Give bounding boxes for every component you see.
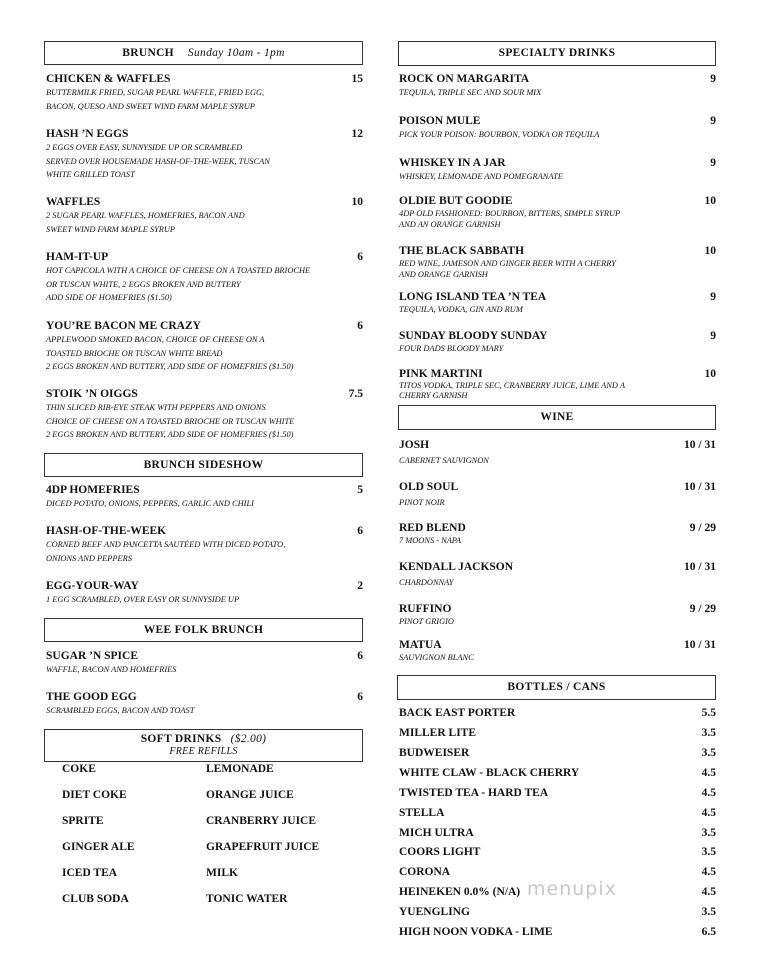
item-desc: SAUVIGNON BLANC — [399, 653, 474, 662]
item-desc: PINOT NOIR — [399, 498, 445, 507]
beer-price: 3.5 — [701, 906, 716, 918]
menu-item — [46, 579, 239, 607]
bottles-header — [397, 675, 716, 700]
item-name: KENDALL JACKSON — [399, 561, 514, 573]
item-name: ROCK ON MARGARITA — [399, 73, 530, 85]
item-desc: SCRAMBLED EGGS, BACON AND TOAST — [46, 706, 195, 715]
item-desc: RED WINE, JAMESON AND GINGER BEER WITH A CHERRY — [399, 259, 616, 268]
item-desc: OR TUSCAN WHITE, 2 EGGS BROKEN AND BUTTERY — [46, 279, 241, 289]
item-desc: 2 SUGAR PEARL WAFFLES, HOMEFRIES, BACON AND — [46, 211, 245, 220]
beer-name: STELLA — [399, 807, 445, 819]
item-price: 15 — [351, 73, 363, 85]
wine-header — [398, 405, 716, 430]
menu-item — [46, 72, 264, 113]
soft-drink: LEMONADE — [206, 763, 274, 775]
item-name: EGG-YOUR-WAY — [46, 580, 139, 592]
menu-item — [399, 367, 625, 401]
item-price: 10 — [704, 245, 716, 257]
item-name: LONG ISLAND TEA ’N TEA — [399, 291, 547, 303]
item-desc: SWEET WIND FARM MAPLE SYRUP — [46, 224, 176, 234]
soft-drink: ICED TEA — [62, 867, 118, 879]
soft-drinks-title: SOFT DRINKS — [140, 733, 222, 745]
item-desc: DICED POTATO, ONIONS, PEPPERS, GARLIC AND CHILI — [46, 499, 254, 508]
menu-item — [399, 194, 620, 230]
item-desc: CHARDONNAY — [399, 578, 454, 587]
soft-drink: GRAPEFRUIT JUICE — [206, 841, 320, 853]
soft-drinks-header — [44, 729, 363, 762]
soft-drink: CLUB SODA — [62, 893, 129, 905]
item-desc: WHITE GRILLED TOAST — [46, 170, 135, 179]
item-desc: PINOT GRIGIO — [399, 617, 454, 626]
item-name: RUFFINO — [399, 603, 452, 615]
menu-item — [399, 329, 547, 354]
menupix-watermark: menupix — [527, 878, 617, 900]
item-price: 6 — [357, 525, 363, 537]
menu-item — [46, 387, 294, 442]
item-desc: WHISKEY, LEMONADE AND POMEGRANATE — [399, 172, 563, 181]
sideshow-title: BRUNCH SIDESHOW — [143, 459, 264, 471]
beer-price: 4.5 — [701, 886, 716, 898]
item-name: POISON MULE — [399, 115, 481, 127]
menu-item — [46, 649, 176, 677]
beer-name: HEINEKEN 0.0% (N/A) — [399, 886, 521, 898]
item-desc: AND ORANGE GARNISH — [399, 270, 488, 279]
beer-price: 4.5 — [701, 866, 716, 878]
item-desc: ADD SIDE OF HOMEFRIES ($1.50) — [46, 293, 172, 302]
item-price: 10 — [351, 196, 363, 208]
item-desc: CHERRY GARNISH — [399, 391, 468, 400]
beer-name: COORS LIGHT — [399, 846, 481, 858]
item-name: SUGAR ’N SPICE — [46, 650, 139, 662]
brunch-hours: Sunday 10am - 1pm — [187, 47, 285, 59]
item-price: 6 — [357, 320, 363, 332]
item-desc: 2 EGGS BROKEN AND BUTTERY, ADD SIDE OF HOMEFRIES ($1.50) — [46, 362, 294, 371]
item-price: 10 / 31 — [684, 439, 716, 451]
item-name: HASH ’N EGGS — [46, 128, 129, 140]
item-price: 7.5 — [348, 388, 363, 400]
menu-item — [399, 638, 474, 663]
item-name: WAFFLES — [46, 196, 101, 208]
item-desc: ONIONS AND PEPPERS — [46, 553, 132, 563]
item-price: 6 — [357, 251, 363, 263]
item-desc: WAFFLE, BACON AND HOMEFRIES — [46, 665, 177, 674]
item-name: THE GOOD EGG — [46, 691, 137, 703]
menu-item — [399, 560, 513, 590]
specialty-title: SPECIALTY DRINKS — [498, 47, 616, 59]
item-name: CHICKEN & WAFFLES — [46, 73, 171, 85]
item-desc: AND AN ORANGE GARNISH — [399, 220, 501, 229]
menu-item — [399, 480, 458, 510]
wee-folk-header — [44, 618, 363, 642]
soft-drink: SPRITE — [62, 815, 104, 827]
item-price: 12 — [351, 128, 363, 140]
beer-price: 6.5 — [701, 926, 716, 938]
item-name: RED BLEND — [399, 522, 466, 534]
item-desc: 1 EGG SCRAMBLED, OVER EASY OR SUNNYSIDE UP — [46, 595, 240, 604]
menu-item — [46, 127, 270, 182]
item-name: 4DP HOMEFRIES — [46, 484, 140, 496]
beer-price: 3.5 — [701, 827, 716, 839]
soft-drink: DIET COKE — [62, 789, 127, 801]
item-desc: BACON, QUESO AND SWEET WIND FARM MAPLE SYRUP — [46, 101, 255, 111]
item-price: 10 — [704, 368, 716, 380]
specialty-header — [398, 41, 716, 66]
item-desc: THIN SLICED RIB-EYE STEAK WITH PEPPERS AND ONIONS — [46, 403, 266, 412]
brunch-header — [44, 41, 363, 65]
item-desc: CHOICE OF CHEESE ON A TOASTED BRIOCHE OR TUSCAN WHITE — [46, 416, 295, 426]
item-desc: PICK YOUR POISON: BOURBON, VODKA OR TEQUILA — [399, 130, 600, 139]
menu-item — [399, 114, 599, 142]
wee-folk-title: WEE FOLK BRUNCH — [143, 624, 264, 636]
menu-item — [399, 602, 454, 627]
menu-item — [399, 72, 541, 100]
item-price: 10 / 31 — [684, 639, 716, 651]
item-price: 9 — [710, 330, 716, 342]
item-desc: CORNED BEEF AND PANCETTA SAUTÉED WITH DICED POTATO, — [46, 540, 286, 549]
beer-price: 4.5 — [701, 767, 716, 779]
bottles-title: BOTTLES / CANS — [507, 681, 606, 693]
item-desc: 2 EGGS OVER EASY, SUNNYSIDE UP OR SCRAMBLED — [46, 143, 243, 152]
item-desc: BUTTERMILK FRIED, SUGAR PEARL WAFFLE, FRIED EGG, — [46, 88, 265, 97]
beer-name: BUDWEISER — [399, 747, 470, 759]
item-desc: FOUR DADS BLOODY MARY — [399, 344, 504, 353]
item-name: SUNDAY BLOODY SUNDAY — [399, 330, 548, 342]
beer-name: MILLER LITE — [399, 727, 477, 739]
item-desc: SERVED OVER HOUSEMADE HASH-OF-THE-WEEK, TUSCAN — [46, 156, 270, 166]
beer-name: CORONA — [399, 866, 451, 878]
beer-name: WHITE CLAW - BLACK CHERRY — [399, 767, 580, 779]
soft-drink: COKE — [62, 763, 96, 775]
item-name: WHISKEY IN A JAR — [399, 157, 506, 169]
item-name: JOSH — [399, 439, 430, 451]
soft-drink: GINGER ALE — [62, 841, 135, 853]
menu-item — [399, 156, 563, 184]
item-price: 9 — [710, 291, 716, 303]
soft-drink: TONIC WATER — [206, 893, 288, 905]
soft-drink: MILK — [206, 867, 238, 879]
beer-name: HIGH NOON VODKA - LIME — [399, 926, 553, 938]
menu-item — [46, 250, 310, 305]
beer-name: YUENGLING — [399, 906, 470, 918]
item-name: OLDIE BUT GOODIE — [399, 195, 513, 207]
soft-drinks-price: ($2.00) — [230, 733, 267, 745]
brunch-title: BRUNCH — [122, 47, 174, 59]
item-name: THE BLACK SABBATH — [399, 245, 525, 257]
item-price: 9 — [710, 73, 716, 85]
item-desc: 2 EGGS BROKEN AND BUTTERY, ADD SIDE OF HOMEFRIES ($1.50) — [46, 430, 294, 439]
item-price: 10 / 31 — [684, 561, 716, 573]
menu-item — [399, 244, 616, 280]
item-price: 9 — [710, 157, 716, 169]
item-name: YOU’RE BACON ME CRAZY — [46, 320, 201, 332]
beer-name: MICH ULTRA — [399, 827, 474, 839]
beer-price: 3.5 — [701, 727, 716, 739]
menu-item — [46, 319, 293, 374]
sideshow-header — [44, 453, 363, 477]
item-price: 5 — [357, 484, 363, 496]
wine-title: WINE — [540, 411, 574, 423]
menu-item — [46, 195, 245, 236]
beer-price: 3.5 — [701, 846, 716, 858]
soft-drinks-note: FREE REFILLS — [169, 746, 238, 757]
item-desc: 7 MOONS - NAPA — [399, 536, 461, 545]
menu-item — [46, 690, 194, 718]
soft-drink: CRANBERRY JUICE — [206, 815, 317, 827]
item-desc: HOT CAPICOLA WITH A CHOICE OF CHEESE ON A TOASTED BRIOCHE — [46, 266, 311, 275]
item-price: 10 — [704, 195, 716, 207]
beer-price: 4.5 — [701, 787, 716, 799]
item-price: 9 / 29 — [689, 522, 716, 534]
item-name: OLD SOUL — [399, 481, 459, 493]
item-desc: CABERNET SAUVIGNON — [399, 456, 489, 465]
item-desc: TOASTED BRIOCHE OR TUSCAN WHITE BREAD — [46, 348, 223, 358]
item-name: MATUA — [399, 639, 442, 651]
item-price: 6 — [357, 691, 363, 703]
menu-item — [46, 524, 285, 565]
item-desc: TITOS VODKA, TRIPLE SEC, CRANBERRY JUICE, LIME AND A — [399, 381, 625, 390]
item-desc: APPLEWOOD SMOKED BACON, CHOICE OF CHEESE ON A — [46, 335, 265, 344]
beer-name: BACK EAST PORTER — [399, 707, 516, 719]
item-name: PINK MARTINI — [399, 368, 483, 380]
item-price: 9 — [710, 115, 716, 127]
item-price: 10 / 31 — [684, 481, 716, 493]
item-name: HASH-OF-THE-WEEK — [46, 525, 167, 537]
item-price: 6 — [357, 650, 363, 662]
item-desc: 4DP OLD FASHIONED: BOURBON, BITTERS, SIMPLE SYRUP — [399, 209, 621, 218]
beer-name: TWISTED TEA - HARD TEA — [399, 787, 549, 799]
beer-price: 3.5 — [701, 747, 716, 759]
menu-item — [399, 290, 546, 315]
menu-item — [46, 483, 254, 511]
item-name: HAM-IT-UP — [46, 251, 109, 263]
menu-item — [399, 521, 466, 546]
beer-price: 5.5 — [701, 707, 716, 719]
beer-price: 4.5 — [701, 807, 716, 819]
item-price: 2 — [357, 580, 363, 592]
item-desc: TEQUILA, TRIPLE SEC AND SOUR MIX — [399, 88, 542, 97]
item-desc: TEQUILA, VODKA, GIN AND RUM — [399, 305, 523, 314]
menu-item — [399, 438, 489, 468]
item-price: 9 / 29 — [689, 603, 716, 615]
soft-drink: ORANGE JUICE — [206, 789, 294, 801]
item-name: STOIK ’N OIGGS — [46, 388, 138, 400]
